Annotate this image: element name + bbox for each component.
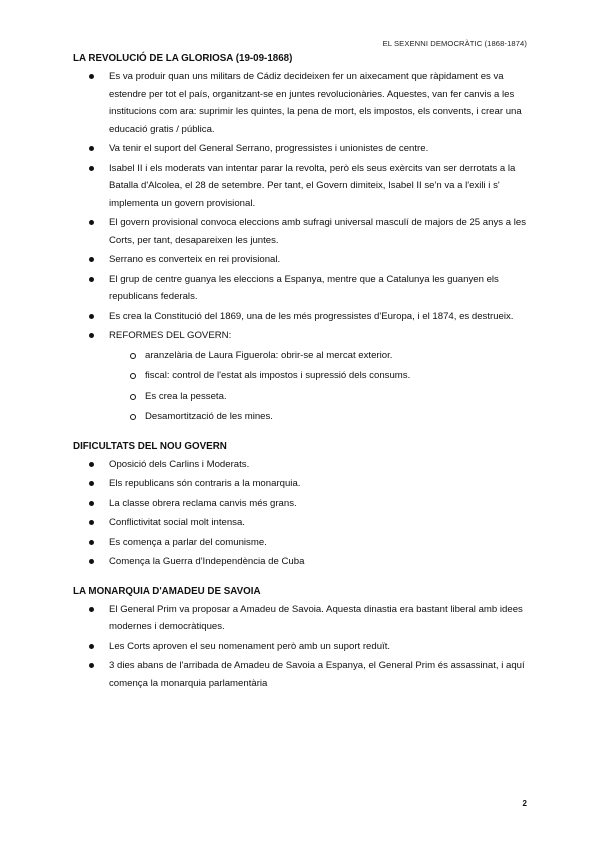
bullet-icon: [89, 644, 94, 649]
list-item-text: Es crea la Constitució del 1869, una de les més progressistes d'Europa, i el 1874, es destrueix.: [109, 310, 514, 322]
list-item: [73, 140, 528, 158]
bullet-icon: [89, 277, 94, 282]
list-item-text: Es comença a parlar del comunisme.: [109, 536, 267, 548]
document-body: [73, 52, 528, 706]
list-item-text: 3 dies abans de l'arribada de Amadeu de Savoia a Espanya, el General Prim és assassinat, i aquí comença la monarquia parlamentària: [109, 660, 525, 689]
sub-list-item-text: aranzelària de Laura Figuerola: obrir-se al mercat exterior.: [145, 349, 393, 361]
sub-list-item: [109, 367, 528, 385]
bullet-icon: [89, 540, 94, 545]
list-item: [73, 657, 528, 692]
list-item-text: Comença la Guerra d'Independència de Cuba: [109, 556, 305, 567]
bullet-icon: [89, 462, 94, 467]
list-item: [73, 456, 528, 474]
bullet-icon: [89, 74, 94, 79]
sub-list-item: [109, 388, 528, 406]
list-item-text: La classe obrera reclama canvis més grans.: [109, 497, 297, 509]
bullet-icon: [89, 220, 94, 225]
bullet-icon: [89, 520, 94, 525]
list-item-text: Les Corts aproven el seu nomenament però amb un suport reduït.: [109, 640, 391, 652]
list-item-text: Isabel II i els moderats van intentar parar la revolta, però els seus exèrcits van ser derrotats a la Batalla d'Alcolea, el 28 de setembre. Per tant, el Govern dimiteix, Isabel II se'n va a l'exili i s' implementa un govern provisional.: [109, 162, 516, 209]
list-item: [73, 214, 528, 249]
list-item: [73, 68, 528, 138]
bullet-icon: [89, 607, 94, 612]
hollow-bullet-icon: [130, 353, 136, 359]
bullet-icon: [89, 314, 94, 319]
sub-list-item: [109, 408, 528, 426]
list-item: [73, 638, 528, 656]
list-item: [73, 251, 528, 269]
bullet-list: [73, 68, 528, 426]
bullet-icon: [89, 257, 94, 262]
list-item-text: Serrano es converteix en rei provisional.: [109, 254, 281, 265]
hollow-bullet-icon: [130, 394, 136, 400]
list-item-text: Oposició dels Carlins i Moderats.: [109, 458, 250, 470]
hollow-bullet-icon: [130, 414, 136, 420]
list-item: [73, 271, 528, 306]
bullet-icon: [89, 333, 94, 338]
list-item-text: El General Prim va proposar a Amadeu de Savoia. Aquesta dinastia era bastant liberal amb idees modernes i democràtiques.: [109, 603, 523, 632]
running-header: EL SEXENNI DEMOCRÀTIC (1868-1874): [382, 39, 527, 48]
list-item-text: Va tenir el suport del General Serrano, progressistes i unionistes de centre.: [109, 143, 429, 154]
list-item: [73, 160, 528, 213]
list-item: [73, 475, 528, 493]
section-amadeu: [73, 585, 528, 693]
list-item: [73, 601, 528, 636]
list-item: [73, 514, 528, 532]
list-item: [73, 308, 528, 326]
bullet-icon: [89, 166, 94, 171]
list-item-text: Els republicans són contraris a la monarquia.: [109, 478, 301, 489]
list-item-text: REFORMES DEL GOVERN:: [109, 330, 232, 341]
section-title: DIFICULTATS DEL NOU GOVERN: [73, 440, 227, 452]
bullet-icon: [89, 146, 94, 151]
list-item: [73, 553, 528, 571]
bullet-icon: [89, 501, 94, 506]
sub-list-item: [109, 347, 528, 365]
list-item-text: Conflictivitat social molt intensa.: [109, 517, 245, 528]
list-item: [73, 327, 528, 426]
section-title: LA REVOLUCIÓ DE LA GLORIOSA (19-09-1868): [73, 53, 293, 64]
sub-list: [109, 347, 528, 426]
sub-list-item-text: fiscal: control de l'estat als impostos i supressió dels consums.: [145, 370, 411, 381]
section-dificultats: [73, 440, 528, 571]
bullet-icon: [89, 559, 94, 564]
section-gloriosa: [73, 52, 528, 426]
list-item: [73, 534, 528, 552]
list-item: [73, 495, 528, 513]
bullet-list: [73, 601, 528, 693]
section-title: LA MONARQUIA D'AMADEU DE SAVOIA: [73, 585, 261, 597]
list-item-text: El govern provisional convoca eleccions amb sufragi universal masculí de majors de 25 anys a les Corts, per tant, desapareixen les juntes.: [109, 217, 527, 246]
list-item-text: El grup de centre guanya les eleccions a Espanya, mentre que a Catalunya les guanyen els republicans federals.: [109, 273, 499, 302]
list-item-text: Es va produir quan uns militars de Cádiz decideixen fer un aixecament que ràpidament es va estendre per tot el país, organitzant-se en juntes revolucionàries. Aquestes, van fer canvis a les institucions com ara: suprimir les quintes, la pena de mort, els impostos, els convents, i crear una educació gratis / pública.: [109, 71, 522, 135]
bullet-icon: [89, 481, 94, 486]
bullet-icon: [89, 663, 94, 668]
sub-list-item-text: Desamortització de les mines.: [145, 411, 273, 422]
bullet-list: [73, 456, 528, 571]
hollow-bullet-icon: [130, 373, 136, 379]
sub-list-item-text: Es crea la pesseta.: [145, 390, 227, 402]
page-number: 2: [522, 799, 527, 808]
